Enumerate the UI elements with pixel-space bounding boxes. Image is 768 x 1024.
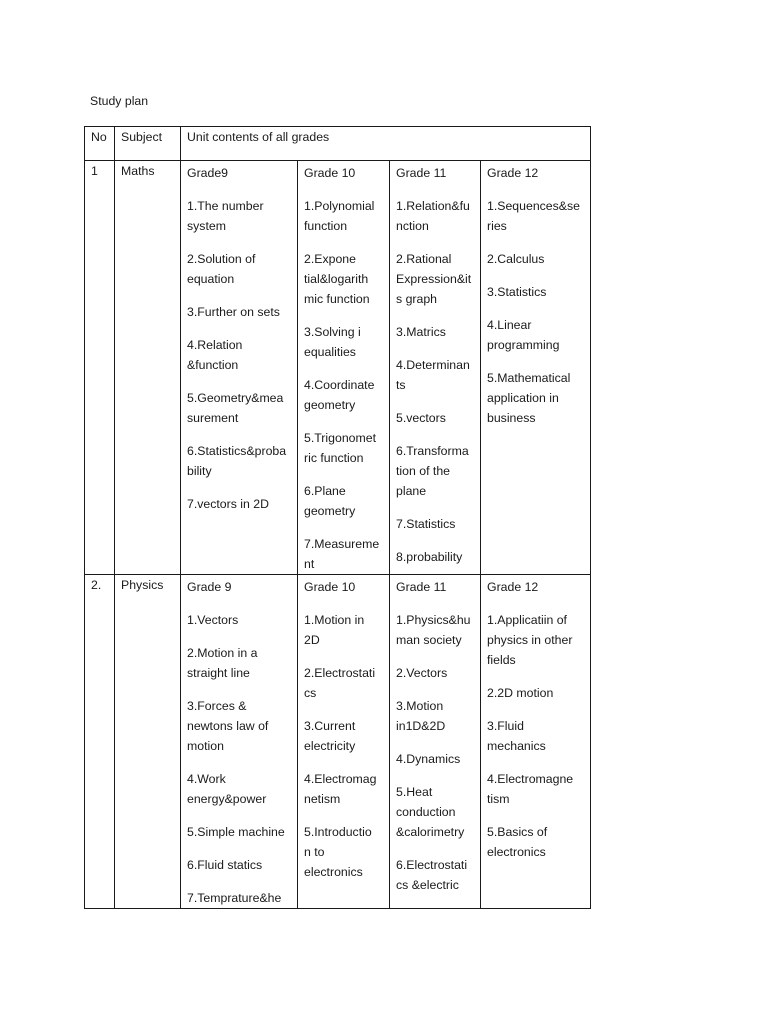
grade-heading: Grade 11	[396, 166, 447, 180]
unit-item	[187, 822, 293, 842]
unit-item	[396, 408, 476, 428]
unit-item	[304, 822, 385, 882]
unit-item	[487, 610, 586, 670]
unit-text-line: bility	[187, 464, 212, 478]
unit-text-line: electronics	[304, 865, 363, 879]
unit-text-line: motion	[187, 739, 224, 753]
unit-text-line: plane	[396, 484, 427, 498]
unit-text-line: 7.Statistics	[396, 517, 456, 531]
unit-text-line: 4.Dynamics	[396, 752, 461, 766]
unit-text-line: 3.Matrics	[396, 325, 446, 339]
unit-text-line: 4.Electromag	[304, 772, 377, 786]
unit-text-line: mechanics	[487, 739, 546, 753]
unit-item	[396, 547, 476, 567]
unit-item	[304, 769, 385, 809]
unit-text-line: 4.Work	[187, 772, 226, 786]
unit-item	[304, 322, 385, 362]
unit-text-line: tion of the	[396, 464, 451, 478]
unit-item	[396, 441, 476, 501]
unit-text-line: 3.Forces &	[187, 699, 247, 713]
unit-text-line: fields	[487, 653, 516, 667]
unit-text-line: 7.Temprature&he	[187, 891, 282, 905]
unit-text-line: surement	[187, 411, 239, 425]
unit-text-line: newtons law of	[187, 719, 269, 733]
unit-item	[304, 663, 385, 703]
unit-text-line: 4.Relation	[187, 338, 243, 352]
unit-item	[304, 481, 385, 521]
page-title: Study plan	[90, 94, 149, 108]
unit-text-line: electricity	[304, 739, 356, 753]
unit-text-line: 2.2D motion	[487, 686, 554, 700]
unit-text-line: 1.Polynomial	[304, 199, 375, 213]
row-number: 1	[85, 161, 115, 575]
unit-item	[187, 494, 293, 514]
unit-text-line: 6.Transforma	[396, 444, 469, 458]
grade-heading: Grade9	[187, 166, 229, 180]
unit-item	[304, 249, 385, 309]
header-unit-contents: Unit contents of all grades	[181, 127, 591, 161]
unit-text-line: in1D&2D	[396, 719, 446, 733]
unit-text-line: netism	[304, 792, 341, 806]
unit-text-line: nction	[396, 219, 429, 233]
unit-text-line: n to	[304, 845, 325, 859]
unit-text-line: 6.Fluid statics	[187, 858, 263, 872]
unit-text-line: 3.Motion	[396, 699, 444, 713]
grade-heading: Grade 11	[396, 580, 447, 594]
unit-text-line: equalities	[304, 345, 356, 359]
unit-text-line: ric function	[304, 451, 364, 465]
unit-text-line: 7.vectors in 2D	[187, 497, 270, 511]
header-subject: Subject	[115, 127, 181, 161]
unit-text-line: function	[304, 219, 348, 233]
grade-cell	[390, 575, 481, 909]
grade-cell	[181, 575, 298, 909]
unit-item	[396, 249, 476, 309]
unit-item	[187, 441, 293, 481]
unit-item	[487, 822, 586, 862]
unit-item	[487, 315, 586, 355]
unit-text-line: mic function	[304, 292, 370, 306]
unit-text-line: programming	[487, 338, 560, 352]
unit-text-line: 3.Fluid	[487, 719, 524, 733]
unit-text-line: 1.The number	[187, 199, 264, 213]
unit-item	[187, 249, 293, 289]
unit-item	[396, 196, 476, 236]
grade-heading: Grade 9	[187, 580, 232, 594]
unit-text-line: &function	[187, 358, 239, 372]
grade-cell	[481, 575, 591, 909]
unit-text-line: 1.Relation&fu	[396, 199, 470, 213]
study-plan-table	[84, 126, 591, 909]
unit-item	[487, 716, 586, 756]
unit-item	[304, 534, 385, 574]
unit-text-line: 4.Coordinate	[304, 378, 375, 392]
unit-text-line: 6.Plane	[304, 484, 346, 498]
unit-text-line: conduction	[396, 805, 456, 819]
unit-item	[187, 196, 293, 236]
unit-item	[187, 769, 293, 809]
unit-item	[187, 302, 293, 322]
unit-text-line: 5.Simple machine	[187, 825, 285, 839]
unit-item	[187, 855, 293, 875]
unit-item	[187, 696, 293, 756]
unit-text-line: 2.Rational	[396, 252, 452, 266]
unit-text-line: 4.Determinan	[396, 358, 470, 372]
unit-item	[396, 610, 476, 650]
unit-text-line: s graph	[396, 292, 438, 306]
grade-cell	[298, 575, 390, 909]
subject-name: Physics	[115, 575, 181, 909]
unit-text-line: &calorimetry	[396, 825, 465, 839]
unit-text-line: system	[187, 219, 226, 233]
unit-item	[304, 610, 385, 650]
unit-text-line: 6.Electrostati	[396, 858, 468, 872]
unit-text-line: 4.Electromagne	[487, 772, 574, 786]
unit-text-line: electronics	[487, 845, 546, 859]
unit-text-line: 8.probability	[396, 550, 463, 564]
unit-text-line: 1.Sequences&se	[487, 199, 580, 213]
unit-text-line: 1.Motion in	[304, 613, 365, 627]
unit-text-line: 2.Vectors	[396, 666, 448, 680]
unit-item	[487, 683, 586, 703]
unit-item	[187, 610, 293, 630]
unit-item	[396, 514, 476, 534]
unit-item	[187, 643, 293, 683]
unit-text-line: 5.Basics of	[487, 825, 548, 839]
unit-item	[396, 782, 476, 842]
unit-item	[396, 322, 476, 342]
unit-text-line: physics in other	[487, 633, 573, 647]
unit-text-line: 1.Vectors	[187, 613, 239, 627]
unit-text-line: cs &electric	[396, 878, 459, 892]
unit-item	[187, 335, 293, 375]
unit-text-line: 2.Solution of	[187, 252, 256, 266]
unit-text-line: 2.Electrostati	[304, 666, 376, 680]
unit-text-line: 5.Heat	[396, 785, 433, 799]
unit-text-line: 5.Introductio	[304, 825, 372, 839]
unit-item	[396, 663, 476, 683]
unit-text-line: 2.Motion in a	[187, 646, 258, 660]
unit-text-line: 1.Applicatiin of	[487, 613, 567, 627]
unit-text-line: equation	[187, 272, 235, 286]
grade-heading: Grade 10	[304, 166, 356, 180]
grade-heading: Grade 12	[487, 166, 539, 180]
unit-text-line: energy&power	[187, 792, 267, 806]
unit-text-line: geometry	[304, 398, 356, 412]
unit-text-line: Expression&it	[396, 272, 472, 286]
subject-row	[85, 575, 591, 909]
unit-text-line: ries	[487, 219, 507, 233]
subject-row	[85, 161, 591, 575]
unit-text-line: 5.vectors	[396, 411, 446, 425]
unit-item	[304, 428, 385, 468]
grade-heading: Grade 12	[487, 580, 539, 594]
unit-item	[396, 855, 476, 895]
unit-text-line: 3.Statistics	[487, 285, 547, 299]
unit-text-line: 3.Further on sets	[187, 305, 280, 319]
grade-heading: Grade 10	[304, 580, 356, 594]
unit-item	[304, 375, 385, 415]
unit-text-line: application in	[487, 391, 559, 405]
unit-text-line: straight line	[187, 666, 250, 680]
unit-text-line: 7.Measureme	[304, 537, 380, 551]
unit-item	[396, 355, 476, 395]
unit-text-line: business	[487, 411, 536, 425]
unit-text-line: cs	[304, 686, 317, 700]
unit-text-line: 2.Calculus	[487, 252, 545, 266]
unit-item	[487, 368, 586, 428]
unit-item	[487, 196, 586, 236]
unit-text-line: nt	[304, 557, 315, 571]
subject-name: Maths	[115, 161, 181, 575]
unit-text-line: tial&logarith	[304, 272, 369, 286]
unit-item	[396, 696, 476, 736]
unit-text-line: ts	[396, 378, 406, 392]
unit-item	[487, 249, 586, 269]
grade-cell	[181, 161, 298, 575]
unit-text-line: geometry	[304, 504, 356, 518]
unit-text-line: 3.Current	[304, 719, 356, 733]
unit-text-line: 2.Expone	[304, 252, 356, 266]
unit-text-line: man society	[396, 633, 462, 647]
grade-cell	[298, 161, 390, 575]
unit-item	[187, 388, 293, 428]
grade-cell	[390, 161, 481, 575]
unit-item	[487, 282, 586, 302]
unit-item	[187, 888, 293, 908]
unit-item	[396, 749, 476, 769]
unit-item	[304, 196, 385, 236]
header-no: No	[85, 127, 115, 161]
grade-cell	[481, 161, 591, 575]
unit-text-line: tism	[487, 792, 510, 806]
unit-text-line: 2D	[304, 633, 320, 647]
unit-text-line: 3.Solving i	[304, 325, 361, 339]
unit-item	[487, 769, 586, 809]
unit-text-line: 6.Statistics&proba	[187, 444, 287, 458]
row-number: 2.	[85, 575, 115, 909]
unit-text-line: 5.Trigonomet	[304, 431, 376, 445]
unit-text-line: 5.Geometry&mea	[187, 391, 284, 405]
header-row	[85, 127, 591, 161]
unit-text-line: 5.Mathematical	[487, 371, 571, 385]
unit-text-line: 4.Linear	[487, 318, 532, 332]
unit-item	[304, 716, 385, 756]
unit-text-line: 1.Physics&hu	[396, 613, 471, 627]
